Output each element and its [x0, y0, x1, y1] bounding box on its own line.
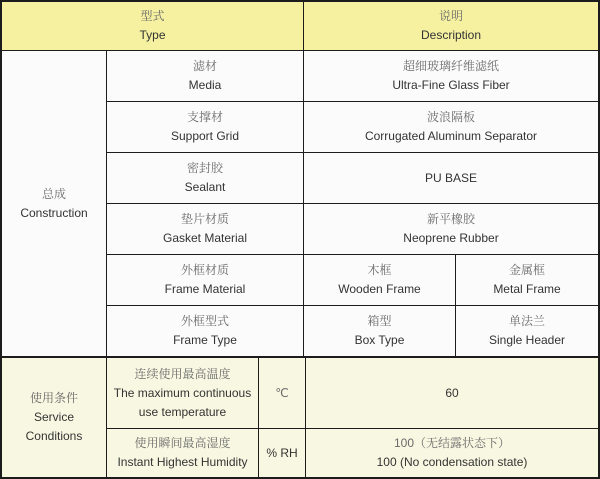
row-humidity-value [306, 429, 598, 477]
row-sealant-label-zh: 密封胶 [186, 161, 223, 175]
metal-frame-zh: 金属框 [508, 263, 545, 277]
service-conditions-section [2, 358, 598, 477]
construction-zh: 总成 [41, 186, 66, 201]
row-max-temp-label-en1: The maximum continuous [113, 385, 252, 400]
row-sealant-label-en: Sealant [184, 180, 226, 194]
row-gasket-value-en: Neoprene Rubber [403, 231, 499, 245]
celsius-unit: ℃ [275, 385, 289, 400]
row-gasket-label-en: Gasket Material [162, 231, 248, 245]
row-frame-type-value-header [456, 306, 598, 356]
row-support-grid-label-zh: 支撑材 [186, 110, 223, 124]
row-max-temp-label-en2: use temperature [138, 404, 227, 419]
humidity-value-en: 100 (No condensation state) [376, 455, 528, 469]
box-type-zh: 箱型 [367, 314, 392, 328]
row-frame-material-label-zh: 外框材质 [180, 263, 229, 277]
row-sealant-label [107, 153, 303, 203]
max-temp-value: 60 [445, 385, 459, 400]
construction-en: Construction [20, 205, 88, 220]
row-gasket-value [304, 204, 598, 254]
row-frame-material-label [107, 255, 303, 305]
row-media-value-zh: 超细玻璃纤维滤纸 [402, 59, 499, 73]
construction-section [2, 2, 598, 356]
header-description-en: Description [420, 28, 482, 42]
single-header-zh: 单法兰 [508, 314, 545, 328]
row-humidity-label-en1: Instant Highest Humidity [117, 455, 248, 469]
row-media-label-zh: 滤材 [192, 59, 217, 73]
row-gasket-label-zh: 垫片材质 [180, 212, 229, 226]
humidity-value-zh: 100（无结露状态下） [393, 436, 511, 450]
row-sealant-value [304, 153, 598, 203]
wooden-frame-en: Wooden Frame [338, 282, 421, 296]
row-humidity-label-zh: 使用瞬间最高湿度 [134, 436, 231, 450]
row-sealant-value-en: PU BASE [424, 170, 478, 185]
row-frame-material-label-en: Frame Material [164, 282, 246, 296]
header-type-cell [2, 2, 303, 50]
row-frame-type-value-box [304, 306, 455, 356]
header-type-en: Type [139, 28, 166, 42]
header-description-zh: 说明 [438, 9, 463, 23]
row-media-value [304, 51, 598, 101]
single-header-en: Single Header [488, 333, 566, 347]
row-frame-material-value-wooden [304, 255, 455, 305]
row-humidity-unit [259, 429, 305, 477]
rh-unit: % RH [266, 445, 298, 460]
row-support-grid-label [107, 102, 303, 152]
service-conditions-en2: Conditions [25, 429, 83, 443]
row-max-temp-unit [259, 358, 305, 428]
row-support-grid-value-en: Corrugated Aluminum Separator [364, 129, 538, 143]
construction-group-cell [2, 51, 106, 356]
row-media-label [107, 51, 303, 101]
header-type-zh: 型式 [140, 9, 165, 23]
row-gasket-label [107, 204, 303, 254]
row-support-grid-label-en: Support Grid [170, 129, 240, 143]
row-gasket-value-zh: 新平橡胶 [426, 212, 475, 226]
row-max-temp-label [107, 358, 258, 428]
row-frame-material-value-metal [456, 255, 598, 305]
row-max-temp-label-zh: 连续使用最高温度 [134, 366, 231, 381]
service-conditions-en1: Service [33, 410, 74, 424]
metal-frame-en: Metal Frame [493, 282, 561, 296]
row-frame-type-label [107, 306, 303, 356]
service-conditions-zh: 使用条件 [29, 391, 78, 405]
row-frame-type-label-en: Frame Type [173, 333, 237, 347]
header-description-cell [304, 2, 598, 50]
row-media-label-en: Media [188, 78, 222, 92]
row-frame-type-label-zh: 外框型式 [180, 314, 229, 328]
row-media-value-en: Ultra-Fine Glass Fiber [392, 78, 510, 92]
row-humidity-label [107, 429, 258, 477]
box-type-en: Box Type [354, 333, 405, 347]
row-max-temp-value [306, 358, 598, 428]
wooden-frame-zh: 木框 [367, 263, 392, 277]
service-conditions-group-cell [2, 358, 106, 477]
row-support-grid-value [304, 102, 598, 152]
row-support-grid-value-zh: 波浪隔板 [426, 110, 475, 124]
